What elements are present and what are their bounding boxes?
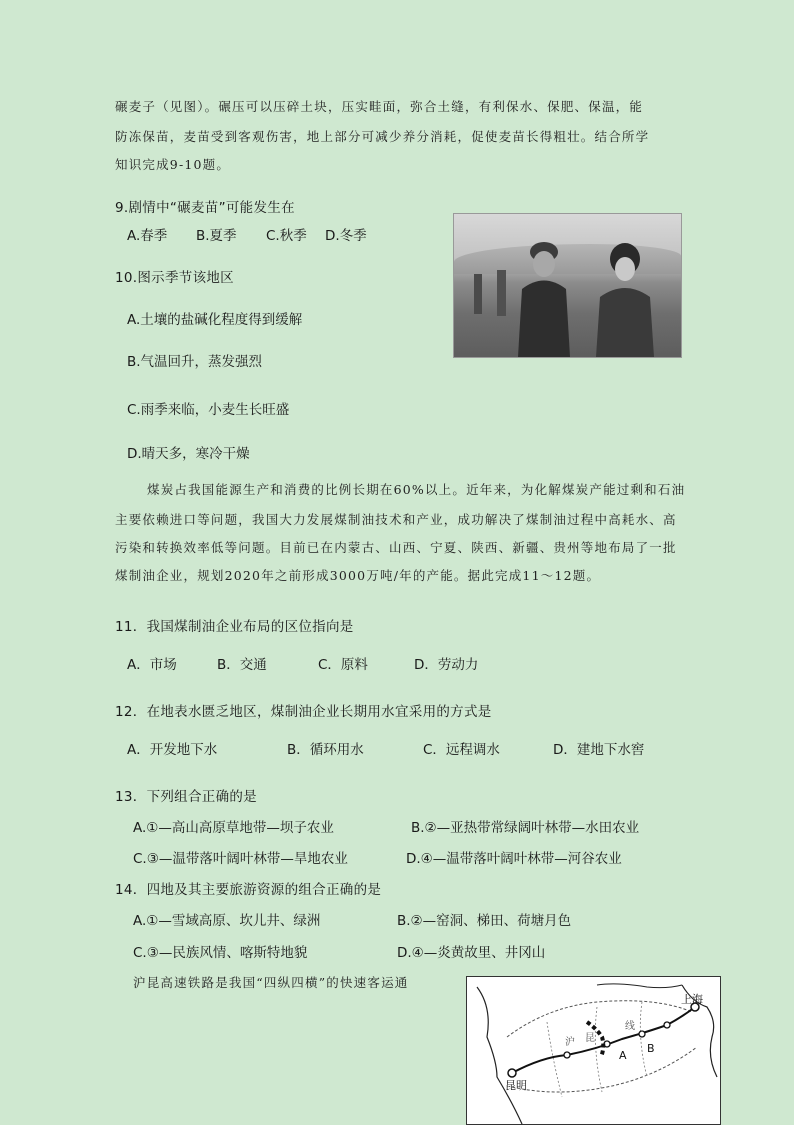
map-region-boundary-2 [512,1047,697,1092]
q12-option-b[interactable]: B．循环用水 [287,742,364,758]
map-province-line-1 [547,1022,562,1097]
map-border-west [477,987,522,1124]
question-13-stem: 13．下列组合正确的是 [115,789,257,805]
station-icon [664,1022,670,1028]
q13-option-b[interactable]: B.②—亚热带常绿阔叶林带—水田农业 [411,820,640,836]
question-9-stem: 9.剧情中“碾麦苗”可能发生在 [115,200,295,216]
label-road-1: 沪 [565,1037,575,1048]
intro-line-2: 防冻保苗，麦苗受到客观伤害，地上部分可减少养分消耗，促使麦苗长得粗壮。结合所学 [115,129,650,144]
q11-option-d[interactable]: D．劳动力 [414,657,479,673]
question-12-stem: 12．在地表水匮乏地区，煤制油企业长期用水宜采用的方式是 [115,704,492,720]
rolling-wheat-photo [453,213,682,358]
q13-option-a[interactable]: A.①—高山高原草地带—坝子农业 [133,820,334,836]
intro-line-3: 知识完成9-10题。 [115,157,231,172]
photo-woman-figure [594,239,656,357]
q12-option-c[interactable]: C．远程调水 [423,742,500,758]
passage3-line-1: 沪昆高速铁路是我国“四纵四横”的快速客运通 [133,975,409,990]
label-road-3: 线 [625,1021,635,1032]
label-road-2: 昆 [585,1033,595,1044]
label-kunming: 昆明 [505,1079,527,1092]
q11-option-c[interactable]: C．原料 [318,657,368,673]
label-region-b: B [647,1042,655,1055]
q9-option-b[interactable]: B.夏季 [196,228,237,244]
shanghai-kunming-railway-map [466,976,721,1125]
q10-option-c[interactable]: C.雨季来临，小麦生长旺盛 [127,402,290,418]
q12-option-a[interactable]: A．开发地下水 [127,742,218,758]
q10-option-b[interactable]: B.气温回升，蒸发强烈 [127,354,263,370]
question-14-stem: 14．四地及其主要旅游资源的组合正确的是 [115,882,382,898]
q14-option-d[interactable]: D.④—炎黄故里、井冈山 [397,945,546,961]
q14-option-b[interactable]: B.②—窑洞、梯田、荷塘月色 [397,913,572,929]
map-border-north [597,984,682,988]
map-drawing [467,977,720,1124]
question-11-stem: 11．我国煤制油企业布局的区位指向是 [115,619,354,635]
q10-option-d[interactable]: D.晴天多，寒冷干燥 [127,446,250,462]
kunming-station-icon [508,1069,516,1077]
q9-option-c[interactable]: C.秋季 [266,228,307,244]
q10-option-a[interactable]: A.土壤的盐碱化程度得到缓解 [127,312,303,328]
passage2-line-4: 煤制油企业，规划2020年之前形成3000万吨/年的产能。据此完成11～12题。 [115,568,601,583]
photo-man-figure [514,234,574,357]
intro-line-1: 碾麦子（见图）。碾压可以压碎土块，压实畦面，弥合土缝，有利保水、保肥、保温，能 [115,99,644,114]
station-icon [639,1031,645,1037]
photo-background-figures [469,264,514,324]
passage2-line-2: 主要依赖进口等问题，我国大力发展煤制油技术和产业，成功解决了煤制油过程中高耗水、高 [115,512,677,527]
q12-option-d[interactable]: D．建地下水窖 [553,742,645,758]
passage2-line-3: 污染和转换效率低等问题。目前已在内蒙古、山西、宁夏、陕西、新疆、贵州等地布局了一批 [115,540,677,555]
q14-option-a[interactable]: A.①—雪域高原、坎儿井、绿洲 [133,913,321,929]
q11-option-a[interactable]: A．市场 [127,657,177,673]
question-10-stem: 10.图示季节该地区 [115,270,234,286]
q11-option-b[interactable]: B．交通 [217,657,267,673]
q9-option-d[interactable]: D.冬季 [325,228,367,244]
passage2-line-1: 煤炭占我国能源生产和消费的比例长期在60%以上。近年来，为化解煤炭产能过剩和石油 [147,482,686,497]
map-province-line-2 [595,1007,602,1092]
q13-option-d[interactable]: D.④—温带落叶阔叶林带—河谷农业 [406,851,622,867]
label-shanghai: 上海 [681,993,703,1006]
q14-option-c[interactable]: C.③—民族风情、喀斯特地貌 [133,945,308,961]
map-province-line-3 [640,1002,647,1077]
q13-option-c[interactable]: C.③—温带落叶阔叶林带—旱地农业 [133,851,348,867]
station-icon [564,1052,570,1058]
label-region-a: A [619,1049,627,1062]
q9-option-a[interactable]: A.春季 [127,228,168,244]
